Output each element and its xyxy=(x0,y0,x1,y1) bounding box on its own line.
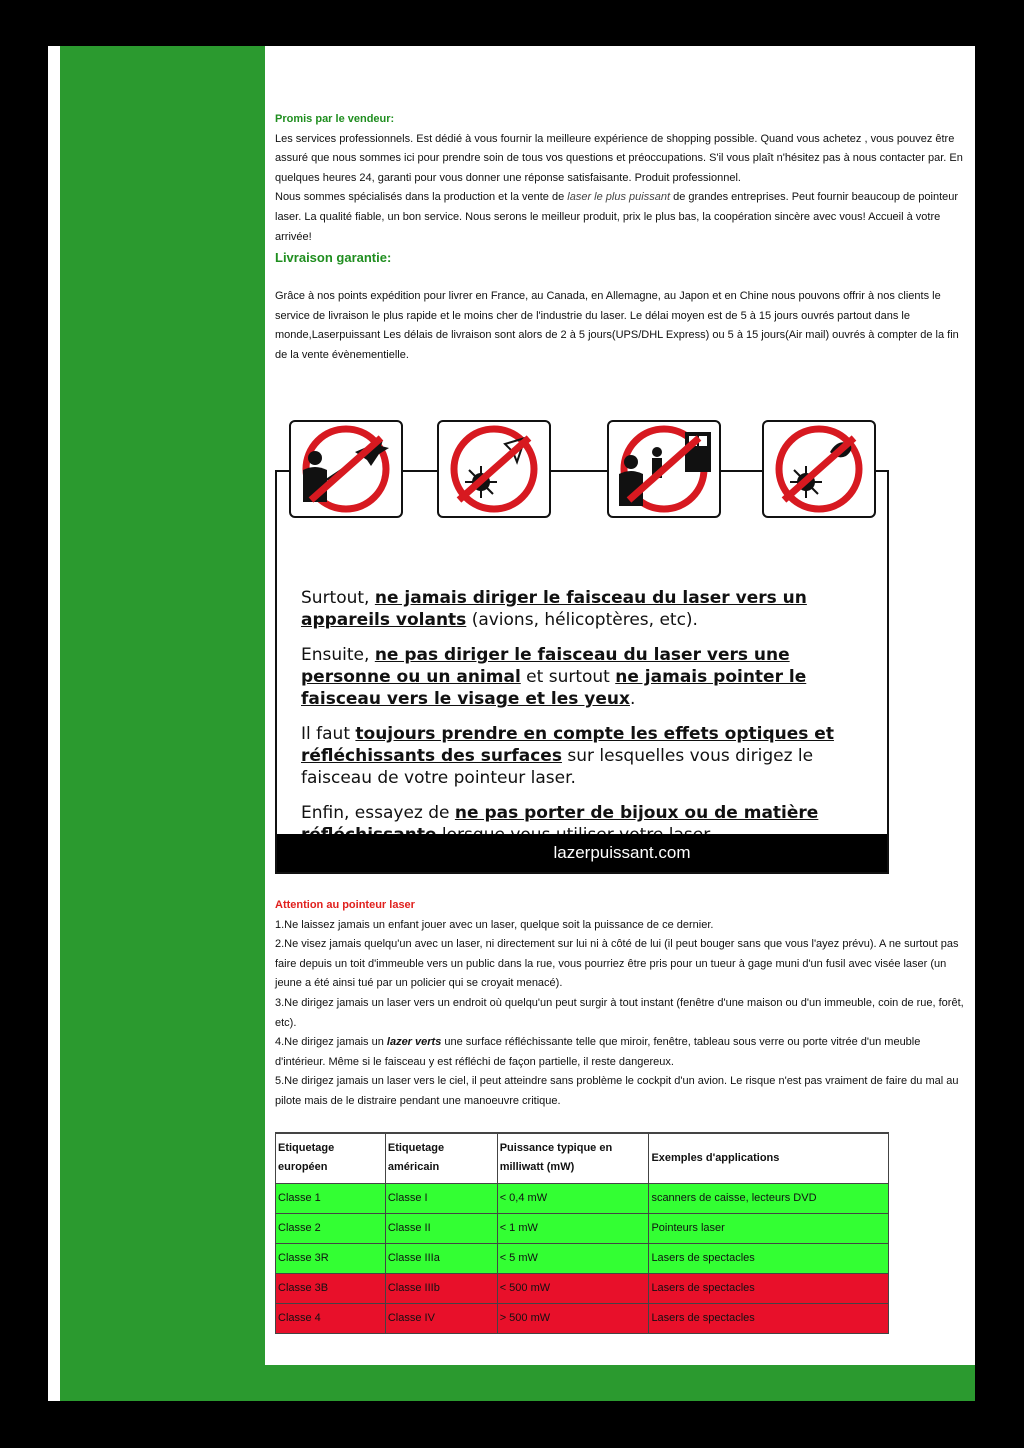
table-cell: Lasers de spectacles xyxy=(649,1243,889,1273)
laser-safety-poster xyxy=(275,420,889,876)
poster-footer xyxy=(277,834,887,872)
table-row xyxy=(276,1183,889,1213)
header-power: Puissance typique en milliwatt (mW) xyxy=(497,1133,649,1183)
attention-section xyxy=(275,896,965,1112)
table-cell: < 0,4 mW xyxy=(497,1183,649,1213)
no-laser-at-aircraft-icon xyxy=(289,420,403,518)
lazer-verts-link[interactable]: lazer verts xyxy=(386,1036,442,1049)
header-us: Etiquetage américain xyxy=(385,1133,497,1183)
table-cell: < 1 mW xyxy=(497,1213,649,1243)
poster-line-1: Surtout, ne jamais diriger le faisceau du laser vers un appareils volants (avions, hélicoptères, etc). xyxy=(301,588,807,630)
promise-paragraph: Les services professionnels. Est dédié à vous fournir la meilleure expérience de shopping possible. Quand vous achetez , vous pouvez être assuré que nous sommes ici pour prendre soin de tous vos questions et préoccupations. S'il vous plaît n'hésitez pas à nous contacter par. En quelques heures 24, garanti pour vous donner une réponse satisfaisante. Produit professionnel. xyxy=(275,132,963,184)
laser-class-table xyxy=(275,1132,889,1334)
header-eu: Etiquetage européen xyxy=(276,1133,386,1183)
poster-line-3: Il faut toujours prendre en compte les effets optiques et réfléchissants des surfaces sur lesquelles vous dirigez le faisceau de votre pointeur laser. xyxy=(301,724,834,788)
delivery-title: Livraison garantie: xyxy=(275,250,392,266)
header-applications: Exemples d'applications xyxy=(649,1133,889,1183)
table-cell: Classe I xyxy=(385,1183,497,1213)
table-row xyxy=(276,1243,889,1273)
table-header-row xyxy=(276,1133,889,1183)
no-laser-at-window-icon xyxy=(607,420,721,518)
table-cell: Classe 1 xyxy=(276,1183,386,1213)
table-row xyxy=(276,1213,889,1243)
table-cell: Classe IV xyxy=(385,1303,497,1333)
attention-item-5: 5.Ne dirigez jamais un laser vers le ciel, il peut atteindre sans problème le cockpit d'un avion. Le risque n'est pas vraiment de faire du mal au pilote mais de le distraire pendant une manoeuvre critique. xyxy=(275,1075,959,1107)
table-row xyxy=(276,1273,889,1303)
table-cell: Lasers de spectacles xyxy=(649,1303,889,1333)
table-cell: Pointeurs laser xyxy=(649,1213,889,1243)
table-cell: Classe 3R xyxy=(276,1243,386,1273)
main-content xyxy=(275,110,965,366)
poster-frame xyxy=(275,470,889,874)
table-cell: Classe 4 xyxy=(276,1303,386,1333)
attention-item-2: 2.Ne visez jamais quelqu'un avec un laser, ni directement sur lui ni à côté de lui (il peut bouger sans que vous l'ayez prévu). A ne surtout pas faire depuis un toit d'immeuble vers un public dans la rue, vous pourriez être pris pour un tueur à gage muni d'un fusil avec visée laser (un jeune a été ainsi tué par un policier qui se croyait menacé). xyxy=(275,938,959,990)
promise-text-before: Nous sommes spécialisés dans la production et la vente de xyxy=(275,191,568,204)
poster-line-4: Enfin, essayez de ne pas porter de bijoux ou de matière xyxy=(301,803,819,823)
table-cell: Classe IIIb xyxy=(385,1273,497,1303)
table-row xyxy=(276,1303,889,1333)
poster-website: lazerpuissant.com xyxy=(553,843,691,862)
table-cell: Lasers de spectacles xyxy=(649,1273,889,1303)
table-cell: < 500 mW xyxy=(497,1273,649,1303)
no-laser-in-eye-icon xyxy=(437,420,551,518)
table-cell: Classe IIIa xyxy=(385,1243,497,1273)
attention-item-3: 3.Ne dirigez jamais un laser vers un endroit où quelqu'un peut surgir à tout instant (fenêtre d'une maison ou d'un immeuble, coin de rue, forêt, etc). xyxy=(275,996,964,1029)
table-cell: Classe 3B xyxy=(276,1273,386,1303)
table-cell: Classe 2 xyxy=(276,1213,386,1243)
delivery-paragraph: Grâce à nos points expédition pour livrer en France, au Canada, en Allemagne, au Japon et en Chine nous pouvons offrir à nos clients le service de livraison le plus rapide et le moins cher de l'industrie du laser. Le délai moyen est de 5 à 15 jours ouvrés partout dans le monde,Laserpuissant Les délais de livraison sont alors de 2 à 5 jours(UPS/DHL Express) ou 5 à 15 jours(Air mail) ouvrés à compter de la fin de la vente évènementielle. xyxy=(275,290,959,361)
no-laser-at-animal-icon xyxy=(762,420,876,518)
promise-title: Promis par le vendeur: xyxy=(275,113,395,125)
promise-paragraph-2 xyxy=(275,188,965,247)
poster-line-2: Ensuite, ne pas diriger le faisceau du laser vers une personne ou un animal et surtout ne jamais pointer le faisceau vers le visage et les yeux. xyxy=(301,645,807,709)
table-cell: Classe II xyxy=(385,1213,497,1243)
laser-puissant-link[interactable]: laser le plus puissant xyxy=(567,191,671,204)
poster-text xyxy=(301,587,871,859)
left-margin xyxy=(48,46,60,1401)
attention-item-1: 1.Ne laissez jamais un enfant jouer avec un laser, quelque soit la puissance de ce dernier. xyxy=(275,918,714,931)
table-cell: < 5 mW xyxy=(497,1243,649,1273)
table-cell: scanners de caisse, lecteurs DVD xyxy=(649,1183,889,1213)
attention-title: Attention au pointeur laser xyxy=(275,899,415,911)
table-cell: > 500 mW xyxy=(497,1303,649,1333)
green-sidebar xyxy=(60,46,265,1401)
green-footer-band xyxy=(265,1365,975,1401)
attention-item-4: 4.Ne dirigez jamais un lazer verts une surface réfléchissante telle que miroir, fenêtre, tableau sous verre ou porte vitrée d'un meuble d'intérieur. Même si le faisceau y est réfléchi de façon partielle, il reste dangereux. xyxy=(275,1036,921,1068)
promise-text-after: de grandes entreprises. Peut fournir beaucoup de pointeur laser. La qualité fiable, un bon service. Nous serons le meilleur produit, prix le plus bas, la coopération sincère avec vous! Accueil à votre arrivée! xyxy=(275,191,959,243)
